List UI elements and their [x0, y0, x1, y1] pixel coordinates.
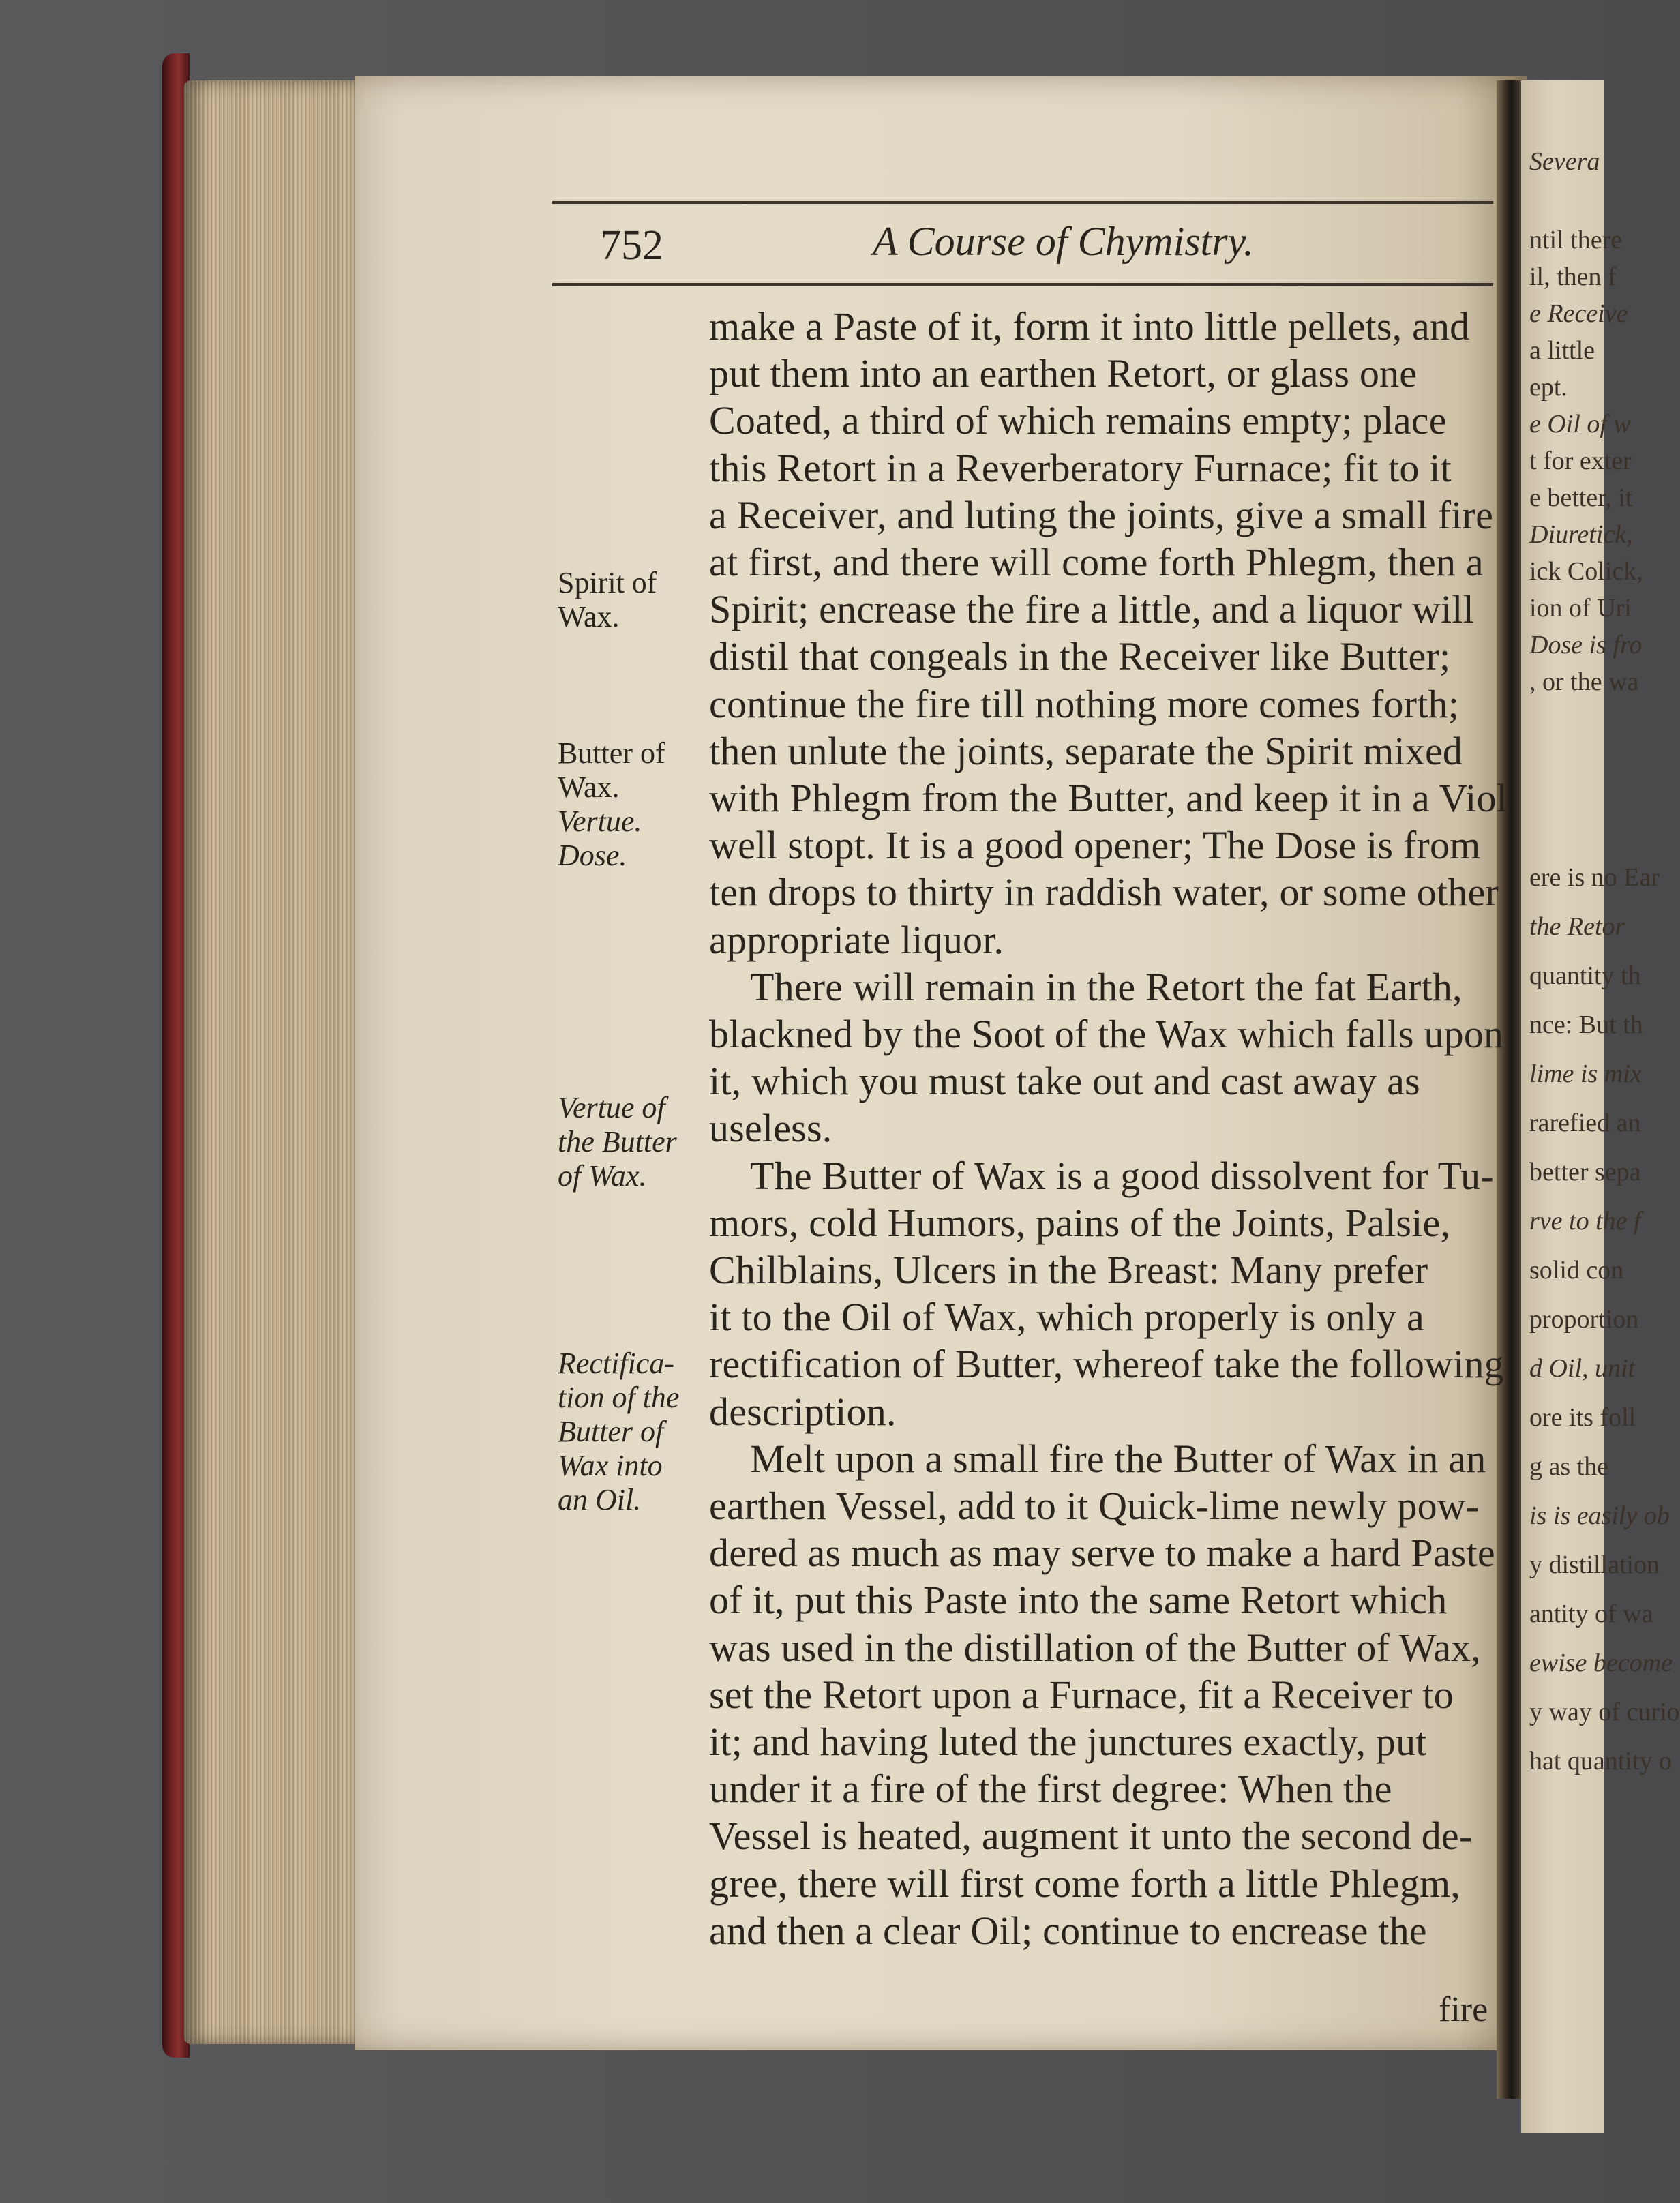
- facing-page-line: y distillation: [1529, 1550, 1660, 1579]
- facing-page-line: d Oil, unit: [1529, 1354, 1636, 1383]
- body-line: a Receiver, and luting the joints, give a small fire: [709, 492, 1494, 537]
- margin-note: [558, 1347, 679, 1517]
- body-line: ten drops to thirty in raddish water, or some other: [709, 870, 1499, 915]
- facing-page-line: a little: [1529, 336, 1595, 365]
- body-line: Vessel is heated, augment it unto the second de-: [709, 1814, 1473, 1859]
- running-title: A Course of Chymistry.: [873, 219, 1254, 264]
- body-line: There will remain in the Retort the fat Earth,: [750, 964, 1462, 1009]
- body-line: it; and having luted the junctures exactly, put: [709, 1720, 1427, 1764]
- facing-page-line: ion of Uri: [1529, 594, 1632, 623]
- facing-page-line: e Oil of w: [1529, 410, 1631, 438]
- header-rule-top: [552, 201, 1493, 204]
- facing-page-line: quantity th: [1529, 961, 1641, 990]
- body-line: was used in the distillation of the Butter of Wax,: [709, 1625, 1481, 1670]
- margin-note-line: Dose.: [558, 839, 627, 872]
- body-line: useless.: [709, 1106, 832, 1151]
- body-line: at first, and there will come forth Phlegm, then a: [709, 540, 1484, 584]
- facing-page-line: rarefied an: [1529, 1109, 1641, 1137]
- facing-page-line: ick Colick,: [1529, 557, 1643, 586]
- facing-page-line: Dose is fro: [1529, 631, 1642, 659]
- margin-note-line: Vertue of: [558, 1091, 665, 1124]
- facing-page-line: ewise become: [1529, 1649, 1672, 1677]
- margin-note-line: of Wax.: [558, 1159, 647, 1193]
- body-line: dered as much as may serve to make a hard Paste: [709, 1531, 1495, 1576]
- facing-page-line: Diuretick,: [1529, 520, 1633, 549]
- body-line: The Butter of Wax is a good dissolvent for Tu-: [750, 1153, 1494, 1198]
- facing-page-line: lime is mix: [1529, 1060, 1642, 1088]
- body-line: mors, cold Humors, pains of the Joints, Palsie,: [709, 1200, 1451, 1245]
- body-line: make a Paste of it, form it into little pellets, and: [709, 304, 1470, 348]
- body-line: rectification of Butter, whereof take the following: [709, 1342, 1504, 1387]
- margin-note-line: Spirit of: [558, 566, 657, 599]
- facing-page-line: hat quantity o: [1529, 1747, 1672, 1775]
- body-line: put them into an earthen Retort, or glass one: [709, 351, 1418, 396]
- facing-page-line: nce: But th: [1529, 1010, 1643, 1039]
- facing-page-line: Severa: [1529, 147, 1600, 176]
- facing-page-line: solid con: [1529, 1256, 1624, 1285]
- body-line: Chilblains, Ulcers in the Breast: Many prefer: [709, 1248, 1428, 1292]
- body-line: appropriate liquor.: [709, 917, 1004, 962]
- header-rule-bottom: [552, 283, 1493, 286]
- body-line: then unlute the joints, separate the Spirit mixed: [709, 728, 1463, 773]
- margin-note-line: an Oil.: [558, 1483, 642, 1516]
- facing-page-line: ere is no Ear: [1529, 863, 1660, 892]
- body-line: Spirit; encrease the fire a little, and a liquor will: [709, 587, 1474, 632]
- body-line: set the Retort upon a Furnace, fit a Receiver to: [709, 1672, 1454, 1717]
- facing-page-line: is is easily ob: [1529, 1501, 1670, 1530]
- facing-page-line: e better, it: [1529, 483, 1633, 512]
- body-line: Coated, a third of which remains empty; place: [709, 398, 1447, 443]
- body-line: description.: [709, 1389, 897, 1434]
- facing-page-line: il, then f: [1529, 263, 1617, 291]
- facing-page-line: y way of curio: [1529, 1698, 1680, 1726]
- facing-page-line: antity of wa: [1529, 1600, 1653, 1628]
- body-line: with Phlegm from the Butter, and keep it in a Viol: [709, 776, 1508, 820]
- book-gutter: [1497, 80, 1521, 2099]
- page-stack-edge: [184, 80, 355, 2044]
- margin-note-line: Wax.: [558, 770, 620, 804]
- catchword: fire: [1439, 1990, 1488, 2029]
- body-line: earthen Vessel, add to it Quick-lime newly pow-: [709, 1484, 1480, 1528]
- facing-page-line: proportion: [1529, 1305, 1639, 1334]
- facing-page-line: ore its foll: [1529, 1403, 1636, 1432]
- facing-page-line: , or the wa: [1529, 668, 1639, 696]
- margin-note-line: Butter of: [558, 1415, 664, 1448]
- page-number: 752: [600, 222, 663, 269]
- body-line: gree, there will first come forth a little Phlegm,: [709, 1861, 1461, 1906]
- body-line: Melt upon a small fire the Butter of Wax in an: [750, 1436, 1486, 1481]
- facing-page-line: rve to the f: [1529, 1207, 1641, 1235]
- facing-page: [1521, 80, 1680, 2133]
- margin-note: [558, 1091, 677, 1193]
- margin-note-line: the Butter: [558, 1125, 677, 1158]
- margin-note: [558, 566, 657, 634]
- body-line: this Retort in a Reverberatory Furnace; fit to it: [709, 445, 1452, 490]
- margin-note: [558, 736, 665, 873]
- facing-page-line: better sepa: [1529, 1158, 1641, 1186]
- body-line: distil that congeals in the Receiver like Butter;: [709, 634, 1451, 679]
- body-line: under it a fire of the first degree: When the: [709, 1767, 1392, 1812]
- facing-page-line: t for exter: [1529, 447, 1632, 475]
- body-line: of it, put this Paste into the same Retort which: [709, 1578, 1448, 1623]
- margin-note-line: Butter of: [558, 736, 665, 770]
- facing-page-line: ept.: [1529, 373, 1567, 402]
- facing-page-line: ntil there: [1529, 226, 1623, 254]
- margin-note-line: Vertue.: [558, 805, 642, 838]
- body-line: it, which you must take out and cast away as: [709, 1059, 1420, 1104]
- facing-page-line: g as the: [1529, 1452, 1609, 1481]
- margin-note-line: Wax into: [558, 1449, 663, 1482]
- facing-page-line: e Receive: [1529, 299, 1628, 328]
- margin-note-line: tion of the: [558, 1381, 680, 1414]
- margin-note-line: Rectifica-: [558, 1347, 675, 1380]
- body-line: continue the fire till nothing more comes forth;: [709, 681, 1460, 726]
- margin-note-line: Wax.: [558, 600, 620, 633]
- facing-page-line: the Retor: [1529, 912, 1625, 941]
- body-line: and then a clear Oil; continue to encrease the: [709, 1908, 1427, 1953]
- body-line: well stopt. It is a good opener; The Dose is from: [709, 823, 1481, 868]
- body-line: it to the Oil of Wax, which properly is only a: [709, 1295, 1424, 1340]
- body-line: blackned by the Soot of the Wax which falls upon: [709, 1012, 1504, 1056]
